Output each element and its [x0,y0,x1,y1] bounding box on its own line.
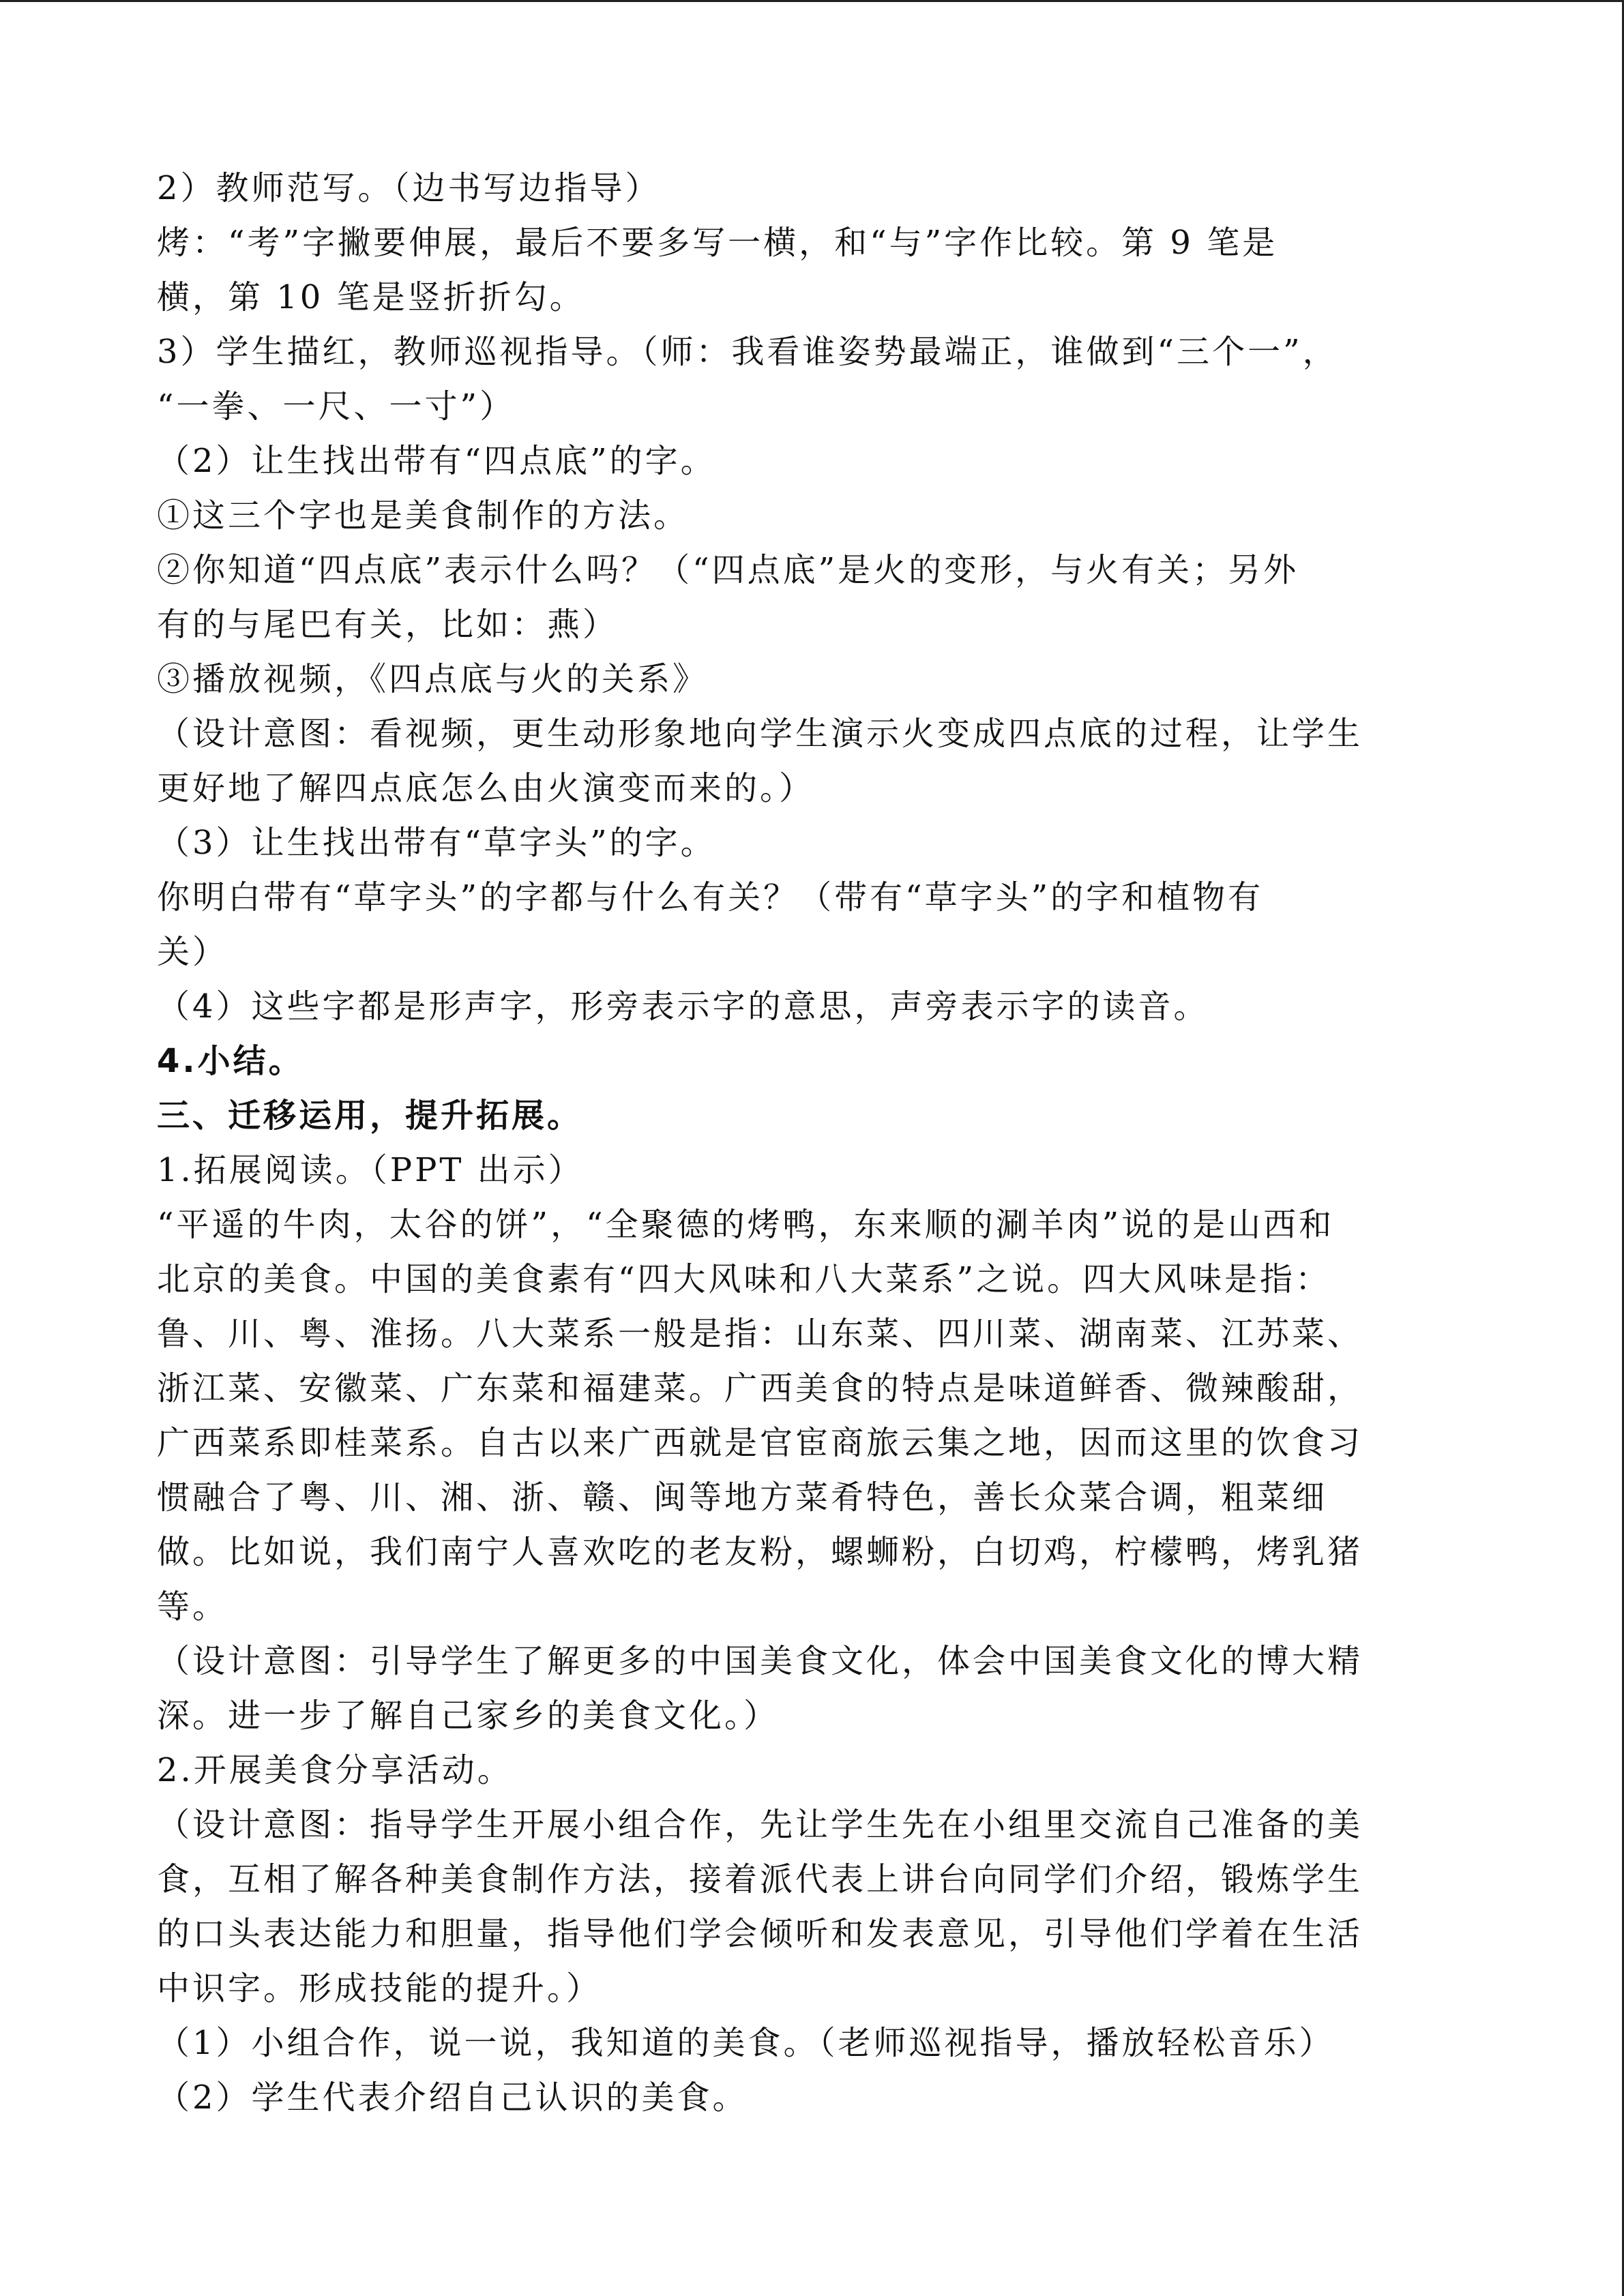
text-line: （2）学生代表介绍自己认识的美食。 [157,2078,748,2117]
text-line: 深。进一步了解自己家乡的美食文化。） [157,1697,780,1735]
text-line: 有的与尾巴有关，比如：燕） [157,606,619,644]
text-line: 1.拓展阅读。（PPT 出示） [157,1151,584,1189]
text-line: ②你知道“四点底”表示什么吗？（“四点底”是火的变形，与火有关；另外 [157,551,1299,589]
text-line: 更好地了解四点底怎么由火演变而来的。） [157,769,815,807]
text-line: 中识字。形成技能的提升。） [157,1969,602,2008]
text-line: 鲁、川、粤、淮扬。八大菜系一般是指：山东菜、四川菜、湖南菜、江苏菜、 [157,1315,1363,1353]
text-line: （4）这些字都是形声字，形旁表示字的意思，声旁表示字的读音。 [157,987,1209,1026]
text-line: 惯融合了粤、川、湘、浙、赣、闽等地方菜肴特色，善长众菜合调，粗菜细 [157,1478,1328,1517]
document-body [157,161,1473,2125]
text-line: 烤：“考”字撇要伸展，最后不要多写一横，和“与”字作比较。第 9 笔是 [157,224,1278,262]
text-line: 关） [157,933,228,971]
text-line: 2）教师范写。（边书写边指导） [157,169,661,207]
text-line: 做。比如说，我们南宁人喜欢吃的老友粉，螺蛳粉，白切鸡，柠檬鸭，烤乳猪 [157,1533,1363,1571]
text-line: 食，互相了解各种美食制作方法，接着派代表上讲台向同学们介绍，锻炼学生 [157,1860,1363,1898]
text-line: ①这三个字也是美食制作的方法。 [157,496,690,535]
text-line: 2.开展美食分享活动。 [157,1751,513,1789]
text-line: 你明白带有“草字头”的字都与什么有关？（带有“草字头”的字和植物有 [157,878,1264,916]
text-line: “一拳、一尺、一寸”） [157,387,516,426]
text-line: 广西菜系即桂菜系。自古以来广西就是官宦商旅云集之地，因而这里的饮食习 [157,1424,1363,1462]
text-line: （设计意图：引导学生了解更多的中国美食文化，体会中国美食文化的博大精 [157,1642,1363,1680]
text-line: （2）让生找出带有“四点底”的字。 [157,442,716,480]
section-heading: 4.小结。 [157,1042,304,1080]
text-line: （设计意图：看视频，更生动形象地向学生演示火变成四点底的过程，让学生 [157,715,1363,753]
text-line: ③播放视频，《四点底与火的关系》 [157,660,709,698]
section-heading: 三、迁移运用，提升拓展。 [157,1097,583,1135]
text-line: （3）让生找出带有“草字头”的字。 [157,824,716,862]
text-line: 横，第 10 笔是竖折折勾。 [157,278,585,316]
text-line: （1）小组合作，说一说，我知道的美食。（老师巡视指导，播放轻松音乐） [157,2024,1335,2062]
text-line: （设计意图：指导学生开展小组合作，先让学生先在小组里交流自己准备的美 [157,1806,1363,1844]
text-line: 3）学生描红，教师巡视指导。（师：我看谁姿势最端正，谁做到“三个一”， [157,333,1338,371]
text-line: “平遥的牛肉，太谷的饼”，“全聚德的烤鸭，东来顺的涮羊肉”说的是山西和 [157,1206,1335,1244]
text-line: 浙江菜、安徽菜、广东菜和福建菜。广西美食的特点是味道鲜香、微辣酸甜， [157,1369,1363,1407]
text-line: 北京的美食。中国的美食素有“四大风味和八大菜系”之说。四大风味是指： [157,1260,1331,1298]
text-line: 的口头表达能力和胆量，指导他们学会倾听和发表意见，引导他们学着在生活 [157,1915,1363,1953]
text-line: 等。 [157,1587,228,1626]
